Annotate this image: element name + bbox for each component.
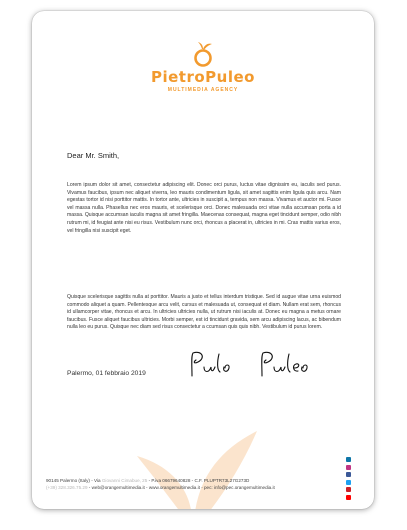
footer-phone-blurred: (+39) 328.326.75.29 (46, 485, 88, 491)
footer-address-prefix: 90145 Palermo (Italy) - Via (46, 478, 101, 483)
letter-date: Palermo, 01 febbraio 2019 (67, 370, 146, 377)
salutation: Dear Mr. Smith, (67, 151, 120, 160)
footer-contact-line (46, 484, 346, 491)
twitter-icon[interactable] (346, 480, 351, 485)
linkedin-icon[interactable] (346, 457, 351, 462)
letterhead-page (32, 11, 374, 509)
youtube-icon[interactable] (346, 495, 351, 500)
leaf-watermark-icon (132, 411, 262, 509)
handwritten-signature (184, 350, 334, 380)
brand-name: PietroPuleo (151, 68, 255, 86)
footer-address-blurred: Giovanni Cimabue, 25 (101, 478, 148, 483)
instagram-icon[interactable] (346, 465, 351, 470)
footer-tax-info: - P.iva 06679640828 - C.F. PLUPTR73L27G273D (147, 478, 250, 483)
footer-contacts (46, 477, 346, 492)
facebook-icon[interactable] (346, 472, 351, 477)
body-paragraph-2: Quisque scelerisque sagittis nulla at porttitor. Mauris a justo et tellus interdum tristique. Sed id augue vitae urna euismod commodo aliquet a quam. Pellentesque arcu velit, cursus et malesuada ut, consequat et diam. Nullam erat sem, rhoncus id ullamcorper vitae, rhoncus et arcu. In ultricies ultricies nulla, ut rutrum nisi iaculis at. Donec eu magna a metus ornare faucibus. Fusce aliquet faucibus ultricies. Morbi semper, est id tincidunt gravida, sem arcu adipiscing lacus, ac bibendum nulla leo eu purus. Quisque nec diam sed risus consectetur a ccumsan quis quis nibh. Vestibulum id purus lorem. (67, 294, 341, 331)
body-paragraph-1: Lorem ipsum dolor sit amet, consectetur adipiscing elit. Donec orci purus, luctus vitae dignissim eu, iaculis sed purus. Vivamus faucibus, ipsum nec aliquet viverra, leo mauris condimentum ligula, sit amet sagittis enim ligula quis arcu. Nam egestas tortor id nisi porttitor mattis. In tortor ante, ultricies in suscipit a, tempus non massa. Vivamus et auctor mi. Fusce vel massa nulla. Phasellus nec eros mauris, et scelerisque orci. Donec malesuada orci vitae nulla accumsan porta a id massa. Quisque accumsan iaculis magna sit amet fringilla. Maecenas consequat, magna eget tincidunt semper, odio nibh rutrum mi, id feugiat ante nisi eu risus. Vestibulum nunc orci, rhoncus a placerat in, ultricies in mi. Cras mattis varius eros, vel fringilla nisi suscipit eget. (67, 182, 341, 234)
footer-address-line (46, 477, 346, 484)
brand-tagline: MULTIMEDIA AGENCY (167, 87, 239, 93)
social-icons (346, 457, 354, 503)
pinterest-icon[interactable] (346, 487, 351, 492)
orange-logo-icon (191, 41, 215, 67)
footer-emails: - web@orangemultimedia.it - www.orangemultimedia.it - pec: info@pec.orangemultimedia.it (87, 485, 275, 491)
